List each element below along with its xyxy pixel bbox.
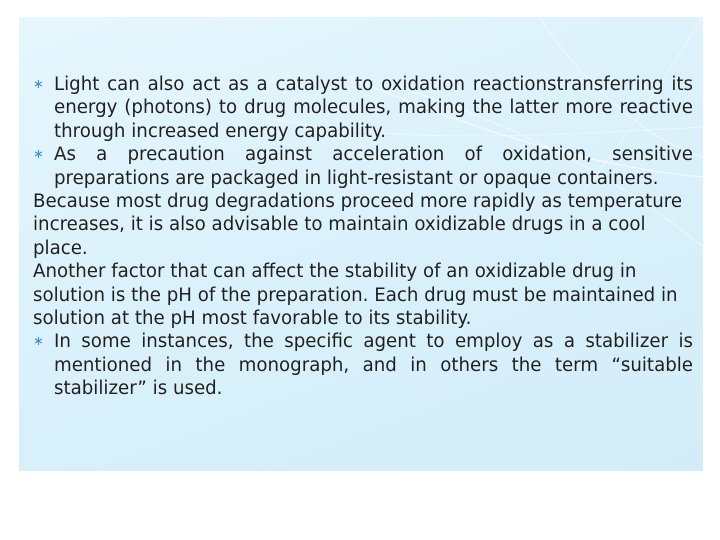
bullet-precaution bbox=[33, 143, 693, 190]
paragraph-temperature: Because most drug degradations proceed more rapidly as temperature increases, it is also advisable to maintain oxidizable drugs in a cool place. bbox=[33, 191, 683, 259]
bullet-text: Light can also act as a catalyst to oxidation reactionstransferring its energy (photons) to drug molecules, making the latter more reactive through increased energy capability. bbox=[54, 74, 693, 142]
bullet-text: In some instances, the specific agent to employ as a stabilizer is mentioned in the monograph, and in others the term “suitable stabilizer” is used. bbox=[54, 331, 693, 400]
bullet-light-catalyst bbox=[33, 73, 693, 143]
slide-panel bbox=[19, 17, 703, 471]
paragraph-ph: Another factor that can affect the stability of an oxidizable drug in solution is the pH of the preparation. Each drug must be maintained in solution at the pH most favorable to its stability. bbox=[33, 261, 678, 330]
slide-body bbox=[33, 73, 693, 401]
asterisk-bullet-icon: ∗ bbox=[33, 77, 44, 92]
bullet-stabilizer bbox=[33, 330, 693, 400]
asterisk-bullet-icon: ∗ bbox=[33, 334, 44, 350]
bullet-text: As a precaution against acceleration of oxidation, sensitive preparations are packaged in light-resistant or opaque containers. bbox=[54, 144, 693, 189]
asterisk-bullet-icon: ∗ bbox=[33, 147, 44, 163]
